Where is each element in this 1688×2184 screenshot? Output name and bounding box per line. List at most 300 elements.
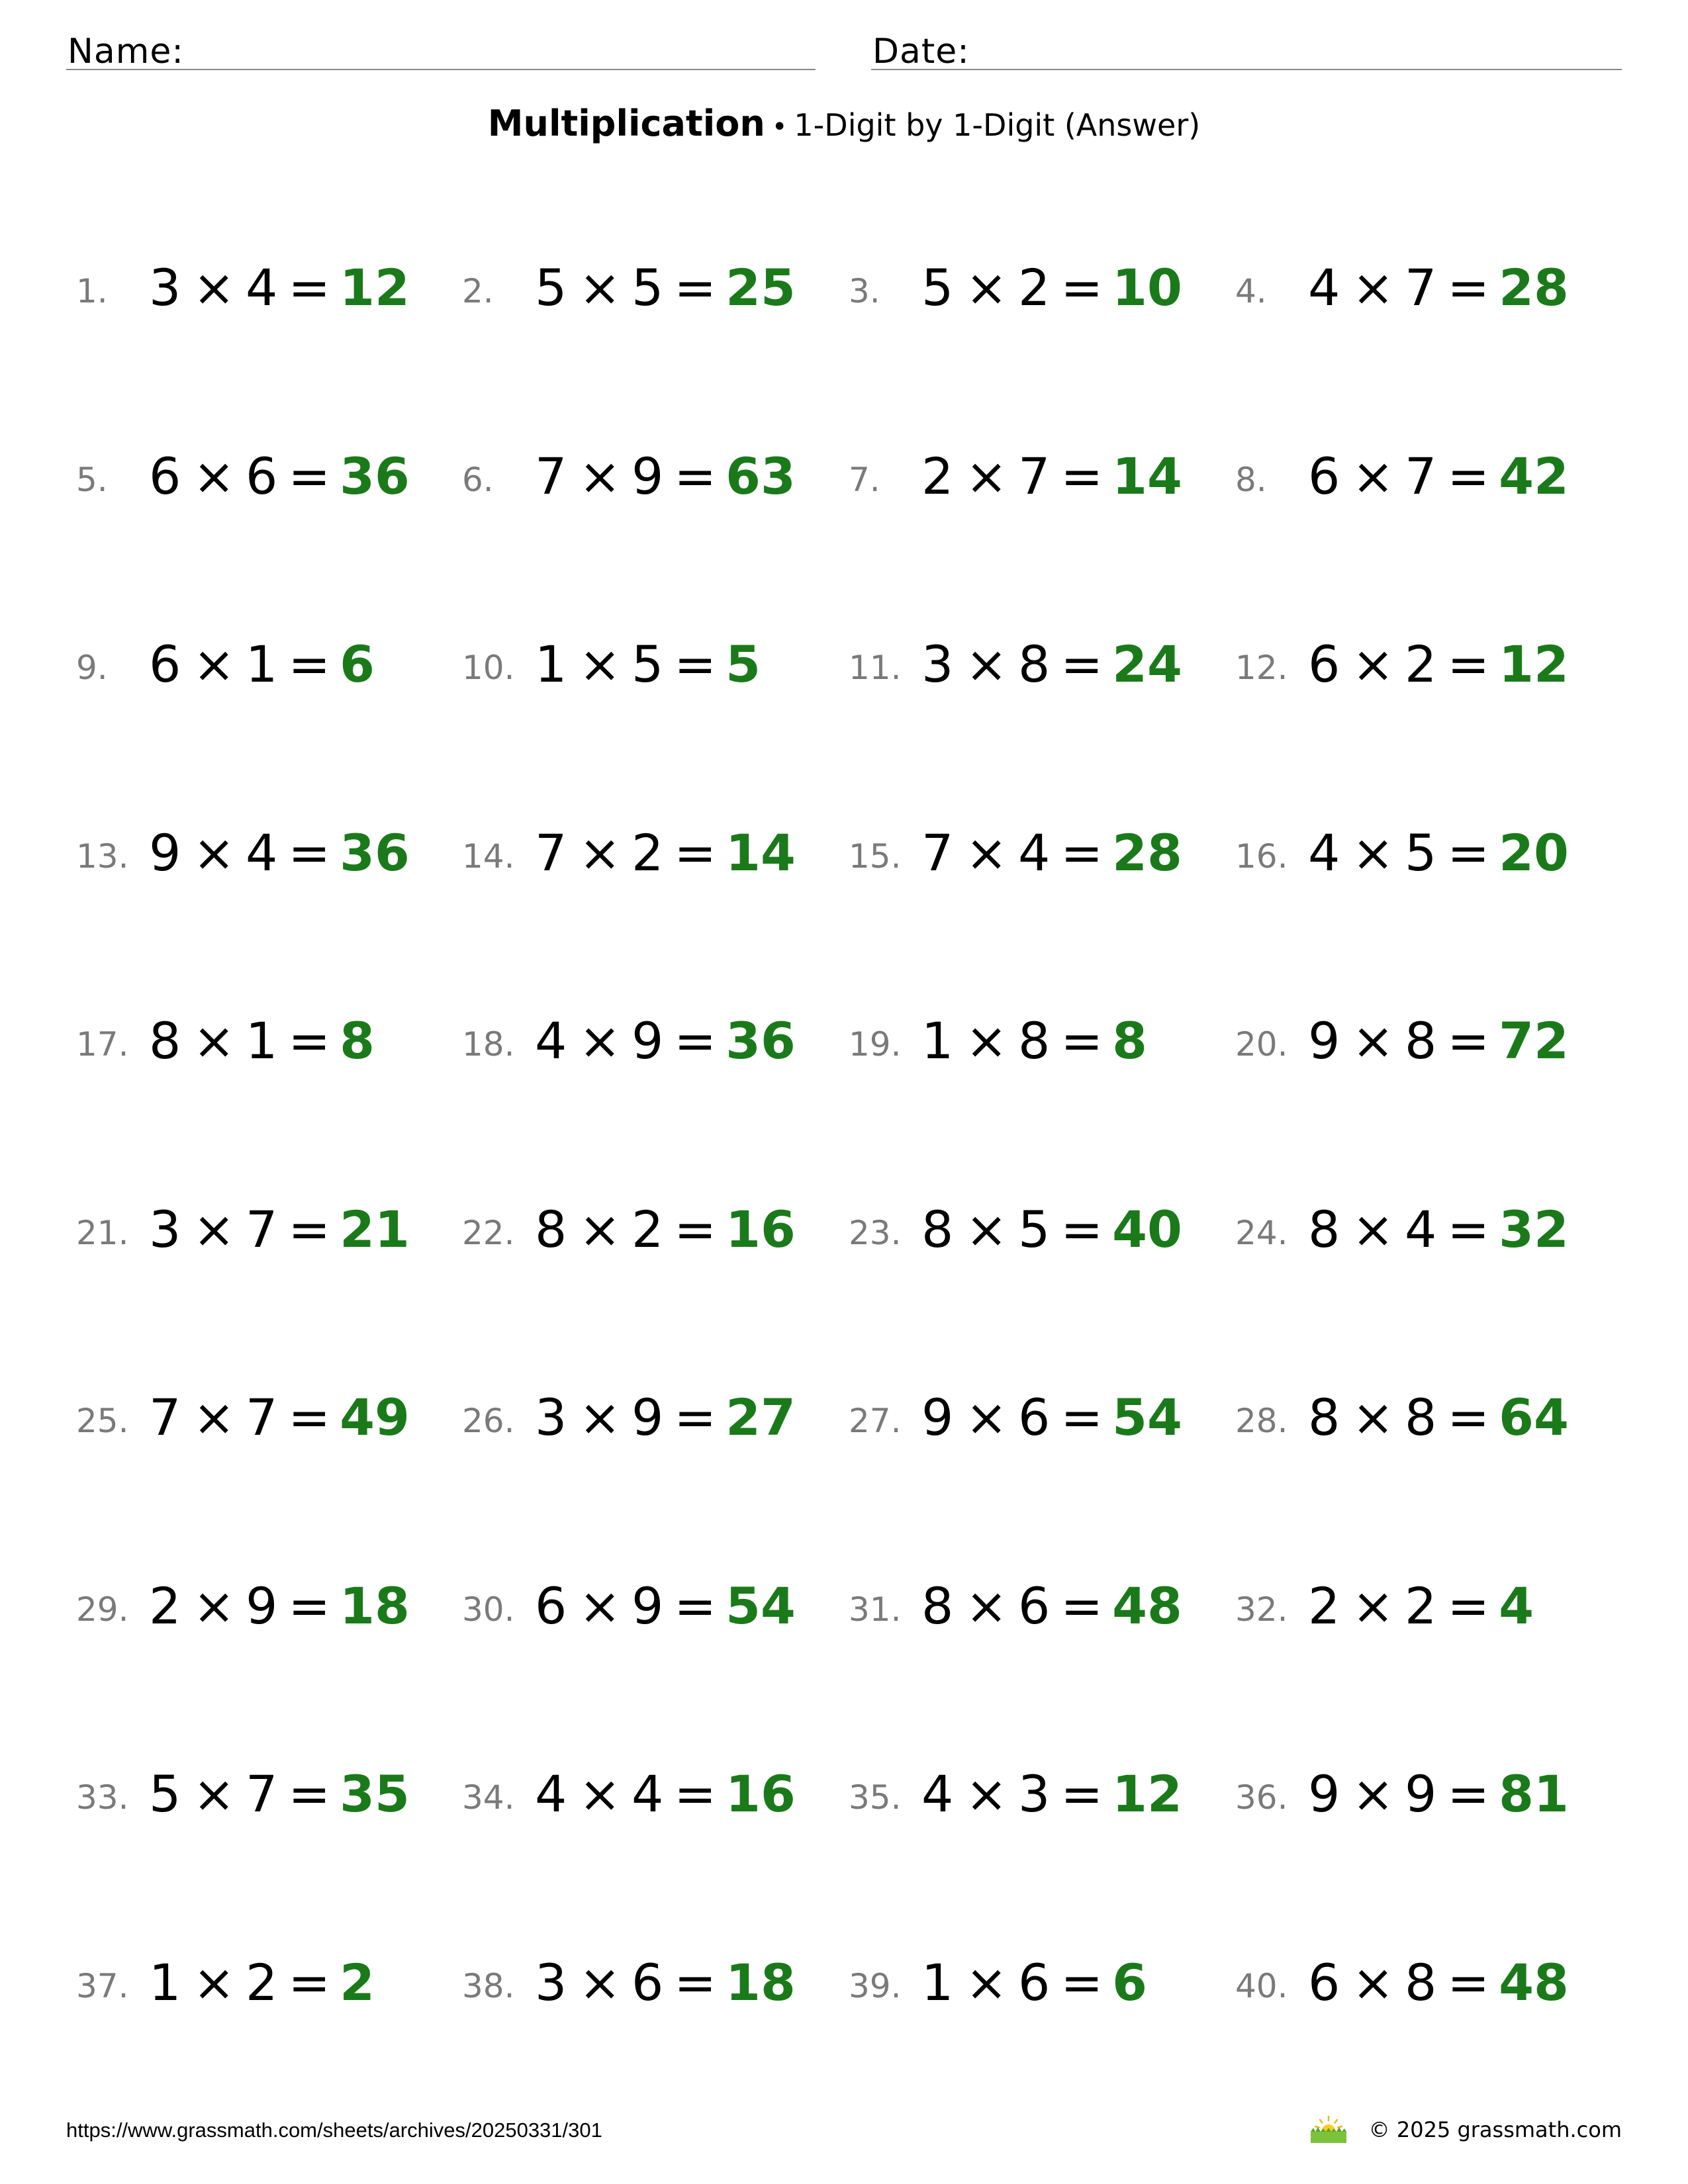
equals-sign: = <box>1447 823 1490 882</box>
grass-sun-logo-icon <box>1308 2115 1349 2144</box>
second-factor: 3 <box>1018 1764 1051 1823</box>
times-sign: × <box>1352 1576 1395 1635</box>
problem-equation <box>149 1764 410 1823</box>
name-label: Name: <box>68 32 184 71</box>
problem-equation <box>149 1200 410 1259</box>
equals-sign: = <box>674 1953 717 2012</box>
problem-number: 39. <box>849 1967 902 2005</box>
answer: 21 <box>340 1200 410 1259</box>
second-factor: 2 <box>632 823 664 882</box>
times-sign: × <box>965 1200 1008 1259</box>
problem-equation <box>149 447 410 506</box>
first-factor: 9 <box>149 823 181 882</box>
problem-equation <box>921 1388 1182 1447</box>
answer: 16 <box>726 1200 796 1259</box>
second-factor: 8 <box>1405 1388 1437 1447</box>
equals-sign: = <box>1447 1011 1490 1070</box>
problem-equation <box>921 447 1182 506</box>
times-sign: × <box>1352 823 1395 882</box>
problem-number: 17. <box>76 1025 129 1064</box>
second-factor: 9 <box>632 447 664 506</box>
second-factor: 5 <box>1018 1200 1051 1259</box>
times-sign: × <box>965 1576 1008 1635</box>
equals-sign: = <box>1447 258 1490 317</box>
equals-sign: = <box>288 1388 331 1447</box>
problem-equation <box>1308 258 1569 317</box>
first-factor: 1 <box>149 1953 181 2012</box>
problem-item <box>462 256 846 329</box>
problem-item <box>1235 445 1619 518</box>
problem-equation <box>535 447 796 506</box>
answer: 14 <box>726 823 796 882</box>
second-factor: 8 <box>1018 635 1051 694</box>
times-sign: × <box>965 823 1008 882</box>
second-factor: 2 <box>632 1200 664 1259</box>
times-sign: × <box>965 447 1008 506</box>
second-factor: 7 <box>246 1764 278 1823</box>
answer: 27 <box>726 1388 796 1447</box>
problem-equation <box>921 1576 1182 1635</box>
answer: 72 <box>1499 1011 1569 1070</box>
first-factor: 8 <box>921 1200 954 1259</box>
first-factor: 8 <box>921 1576 954 1635</box>
problem-item <box>76 1951 460 2024</box>
answer: 16 <box>726 1764 796 1823</box>
equals-sign: = <box>674 1576 717 1635</box>
answer: 63 <box>726 447 796 506</box>
equals-sign: = <box>674 635 717 694</box>
problem-item <box>849 1198 1233 1271</box>
first-factor: 6 <box>149 635 181 694</box>
problem-equation <box>149 1011 375 1070</box>
second-factor: 2 <box>1405 1576 1437 1635</box>
first-factor: 6 <box>535 1576 567 1635</box>
problem-number: 31. <box>849 1590 902 1629</box>
times-sign: × <box>579 447 622 506</box>
second-factor: 2 <box>1018 258 1051 317</box>
second-factor: 2 <box>246 1953 278 2012</box>
second-factor: 7 <box>1405 258 1437 317</box>
equals-sign: = <box>674 1011 717 1070</box>
problem-number: 5. <box>76 461 108 499</box>
problem-item <box>462 1386 846 1459</box>
problem-item <box>462 633 846 705</box>
equals-sign: = <box>1447 1953 1490 2012</box>
problem-equation <box>1308 1388 1569 1447</box>
title-subtitle: 1-Digit by 1-Digit (Answer) <box>794 107 1201 143</box>
equals-sign: = <box>674 447 717 506</box>
problem-item <box>849 1009 1233 1082</box>
equals-sign: = <box>1447 1200 1490 1259</box>
second-factor: 5 <box>1405 823 1437 882</box>
problem-item <box>76 445 460 518</box>
problem-number: 3. <box>849 272 880 310</box>
problem-number: 22. <box>462 1214 515 1252</box>
answer: 64 <box>1499 1388 1569 1447</box>
times-sign: × <box>579 1953 622 2012</box>
times-sign: × <box>193 1576 236 1635</box>
second-factor: 6 <box>1018 1388 1051 1447</box>
problem-number: 2. <box>462 272 494 310</box>
problem-equation <box>921 258 1182 317</box>
problem-equation <box>535 1388 796 1447</box>
first-factor: 6 <box>1308 1953 1340 2012</box>
problem-number: 25. <box>76 1402 129 1440</box>
equals-sign: = <box>674 823 717 882</box>
problem-number: 21. <box>76 1214 129 1252</box>
date-label: Date: <box>872 32 970 71</box>
problem-equation <box>1308 1764 1569 1823</box>
times-sign: × <box>193 823 236 882</box>
equals-sign: = <box>1060 1764 1103 1823</box>
equals-sign: = <box>1060 1011 1103 1070</box>
second-factor: 7 <box>246 1388 278 1447</box>
first-factor: 1 <box>535 635 567 694</box>
problem-item <box>1235 1386 1619 1459</box>
problem-item <box>462 445 846 518</box>
second-factor: 9 <box>1405 1764 1437 1823</box>
first-factor: 1 <box>921 1953 954 2012</box>
problem-equation <box>1308 1953 1569 2012</box>
second-factor: 9 <box>632 1011 664 1070</box>
problem-number: 9. <box>76 649 108 687</box>
problem-item <box>1235 1198 1619 1271</box>
first-factor: 5 <box>921 258 954 317</box>
times-sign: × <box>1352 1011 1395 1070</box>
times-sign: × <box>965 1764 1008 1823</box>
first-factor: 6 <box>1308 447 1340 506</box>
problem-number: 11. <box>849 649 902 687</box>
problem-equation <box>1308 1011 1569 1070</box>
problem-equation <box>1308 1576 1534 1635</box>
times-sign: × <box>1352 258 1395 317</box>
first-factor: 4 <box>535 1011 567 1070</box>
equals-sign: = <box>1447 635 1490 694</box>
times-sign: × <box>579 1011 622 1070</box>
equals-sign: = <box>288 1011 331 1070</box>
problem-number: 4. <box>1235 272 1267 310</box>
problem-equation <box>1308 635 1569 694</box>
second-factor: 2 <box>1405 635 1437 694</box>
problem-item <box>76 1762 460 1835</box>
second-factor: 7 <box>1405 447 1437 506</box>
answer: 12 <box>1499 635 1569 694</box>
times-sign: × <box>193 1953 236 2012</box>
equals-sign: = <box>288 635 331 694</box>
equals-sign: = <box>674 1200 717 1259</box>
problem-item <box>849 1762 1233 1835</box>
equals-sign: = <box>674 1764 717 1823</box>
equals-sign: = <box>288 823 331 882</box>
times-sign: × <box>193 1200 236 1259</box>
answer: 54 <box>1112 1388 1182 1447</box>
name-field[interactable] <box>66 25 816 70</box>
equals-sign: = <box>1060 823 1103 882</box>
problem-number: 40. <box>1235 1967 1288 2005</box>
problem-item <box>462 1198 846 1271</box>
problem-number: 36. <box>1235 1778 1288 1817</box>
title-main: Multiplication <box>487 103 765 144</box>
second-factor: 8 <box>1405 1953 1437 2012</box>
equals-sign: = <box>1060 447 1103 506</box>
problem-equation <box>921 1953 1147 2012</box>
worksheet-title <box>0 103 1688 144</box>
times-sign: × <box>193 258 236 317</box>
times-sign: × <box>193 1011 236 1070</box>
problem-item <box>1235 633 1619 705</box>
problem-number: 33. <box>76 1778 129 1817</box>
problem-number: 12. <box>1235 649 1288 687</box>
times-sign: × <box>965 1953 1008 2012</box>
problem-item <box>1235 1009 1619 1082</box>
answer: 25 <box>726 258 796 317</box>
equals-sign: = <box>288 258 331 317</box>
second-factor: 8 <box>1405 1011 1437 1070</box>
problem-number: 28. <box>1235 1402 1288 1440</box>
times-sign: × <box>1352 1764 1395 1823</box>
problem-item <box>1235 1951 1619 2024</box>
footer-brand <box>1308 2115 1622 2144</box>
problem-number: 7. <box>849 461 880 499</box>
first-factor: 2 <box>1308 1576 1340 1635</box>
times-sign: × <box>579 258 622 317</box>
problem-item <box>76 633 460 705</box>
problem-number: 26. <box>462 1402 515 1440</box>
answer: 81 <box>1499 1764 1569 1823</box>
problem-equation <box>535 823 796 882</box>
first-factor: 4 <box>1308 258 1340 317</box>
problem-equation <box>1308 823 1569 882</box>
problem-equation <box>535 1953 796 2012</box>
first-factor: 1 <box>921 1011 954 1070</box>
second-factor: 1 <box>246 635 278 694</box>
problem-item <box>76 1386 460 1459</box>
second-factor: 9 <box>632 1388 664 1447</box>
problem-equation <box>149 1576 410 1635</box>
first-factor: 4 <box>921 1764 954 1823</box>
first-factor: 7 <box>535 823 567 882</box>
equals-sign: = <box>288 1200 331 1259</box>
answer: 36 <box>340 823 410 882</box>
equals-sign: = <box>674 258 717 317</box>
second-factor: 4 <box>246 258 278 317</box>
problem-number: 35. <box>849 1778 902 1817</box>
first-factor: 3 <box>921 635 954 694</box>
problem-item <box>462 1762 846 1835</box>
times-sign: × <box>579 1200 622 1259</box>
first-factor: 8 <box>149 1011 181 1070</box>
answer: 12 <box>1112 1764 1182 1823</box>
equals-sign: = <box>1060 1953 1103 2012</box>
problem-item <box>462 1574 846 1647</box>
answer: 36 <box>340 447 410 506</box>
problem-number: 38. <box>462 1967 515 2005</box>
problem-equation <box>1308 447 1569 506</box>
equals-sign: = <box>1447 447 1490 506</box>
problem-item <box>849 1386 1233 1459</box>
answer: 14 <box>1112 447 1182 506</box>
first-factor: 6 <box>149 447 181 506</box>
answer: 28 <box>1499 258 1569 317</box>
problem-number: 18. <box>462 1025 515 1064</box>
date-field[interactable] <box>871 25 1622 70</box>
second-factor: 4 <box>1018 823 1051 882</box>
first-factor: 3 <box>535 1388 567 1447</box>
times-sign: × <box>579 1576 622 1635</box>
equals-sign: = <box>288 1953 331 2012</box>
problem-number: 6. <box>462 461 494 499</box>
problem-equation <box>921 1011 1147 1070</box>
first-factor: 8 <box>1308 1200 1340 1259</box>
times-sign: × <box>579 1764 622 1823</box>
answer: 5 <box>726 635 761 694</box>
problem-item <box>1235 1762 1619 1835</box>
problem-equation <box>149 1388 410 1447</box>
second-factor: 7 <box>1018 447 1051 506</box>
second-factor: 6 <box>632 1953 664 2012</box>
answer: 6 <box>340 635 375 694</box>
problem-item <box>849 445 1233 518</box>
equals-sign: = <box>288 1764 331 1823</box>
problem-equation <box>1308 1200 1569 1259</box>
problem-equation <box>921 635 1182 694</box>
problem-item <box>76 821 460 894</box>
problem-number: 13. <box>76 837 129 876</box>
times-sign: × <box>1352 1200 1395 1259</box>
problem-equation <box>149 258 410 317</box>
first-factor: 9 <box>1308 1764 1340 1823</box>
first-factor: 9 <box>1308 1011 1340 1070</box>
first-factor: 3 <box>149 1200 181 1259</box>
problem-number: 23. <box>849 1214 902 1252</box>
times-sign: × <box>579 823 622 882</box>
first-factor: 6 <box>1308 635 1340 694</box>
times-sign: × <box>193 447 236 506</box>
answer: 24 <box>1112 635 1182 694</box>
problem-item <box>1235 821 1619 894</box>
problem-number: 19. <box>849 1025 902 1064</box>
problem-item <box>462 1951 846 2024</box>
first-factor: 2 <box>921 447 954 506</box>
problem-equation <box>535 635 761 694</box>
times-sign: × <box>193 635 236 694</box>
second-factor: 5 <box>632 635 664 694</box>
answer: 6 <box>1112 1953 1147 2012</box>
answer: 10 <box>1112 258 1182 317</box>
equals-sign: = <box>1447 1576 1490 1635</box>
problem-item <box>76 1574 460 1647</box>
first-factor: 3 <box>535 1953 567 2012</box>
problem-equation <box>535 1576 796 1635</box>
problem-equation <box>535 258 796 317</box>
problem-item <box>76 1009 460 1082</box>
problem-item <box>849 821 1233 894</box>
problem-equation <box>149 823 410 882</box>
problem-item <box>849 1951 1233 2024</box>
problem-equation <box>535 1011 796 1070</box>
answer: 20 <box>1499 823 1569 882</box>
answer: 36 <box>726 1011 796 1070</box>
problem-number: 16. <box>1235 837 1288 876</box>
problem-item <box>76 256 460 329</box>
times-sign: × <box>579 1388 622 1447</box>
first-factor: 7 <box>921 823 954 882</box>
times-sign: × <box>1352 447 1395 506</box>
times-sign: × <box>965 635 1008 694</box>
problem-equation <box>921 1764 1182 1823</box>
second-factor: 5 <box>632 258 664 317</box>
problem-number: 15. <box>849 837 902 876</box>
first-factor: 7 <box>535 447 567 506</box>
times-sign: × <box>965 1011 1008 1070</box>
first-factor: 8 <box>535 1200 567 1259</box>
second-factor: 6 <box>1018 1576 1051 1635</box>
times-sign: × <box>193 1764 236 1823</box>
answer: 2 <box>340 1953 375 2012</box>
equals-sign: = <box>674 1388 717 1447</box>
answer: 18 <box>726 1953 796 2012</box>
problem-number: 27. <box>849 1402 902 1440</box>
problem-item <box>462 821 846 894</box>
problem-equation <box>921 823 1182 882</box>
answer: 12 <box>340 258 410 317</box>
second-factor: 8 <box>1018 1011 1051 1070</box>
equals-sign: = <box>1060 1388 1103 1447</box>
first-factor: 7 <box>149 1388 181 1447</box>
problem-equation <box>149 1953 375 2012</box>
first-factor: 5 <box>535 258 567 317</box>
answer: 48 <box>1499 1953 1569 2012</box>
problem-number: 20. <box>1235 1025 1288 1064</box>
problem-number: 29. <box>76 1590 129 1629</box>
answer: 48 <box>1112 1576 1182 1635</box>
problem-item <box>76 1198 460 1271</box>
second-factor: 4 <box>632 1764 664 1823</box>
problem-item <box>849 633 1233 705</box>
first-factor: 4 <box>1308 823 1340 882</box>
second-factor: 1 <box>246 1011 278 1070</box>
answer: 54 <box>726 1576 796 1635</box>
first-factor: 9 <box>921 1388 954 1447</box>
problem-item <box>462 1009 846 1082</box>
times-sign: × <box>193 1388 236 1447</box>
equals-sign: = <box>1447 1764 1490 1823</box>
answer: 49 <box>340 1388 410 1447</box>
title-separator: • <box>771 112 788 142</box>
answer: 35 <box>340 1764 410 1823</box>
second-factor: 4 <box>1405 1200 1437 1259</box>
times-sign: × <box>965 258 1008 317</box>
answer: 8 <box>1112 1011 1147 1070</box>
second-factor: 6 <box>246 447 278 506</box>
times-sign: × <box>965 1388 1008 1447</box>
footer-url: https://www.grassmath.com/sheets/archives/20250331/301 <box>66 2118 602 2142</box>
problem-number: 24. <box>1235 1214 1288 1252</box>
first-factor: 8 <box>1308 1388 1340 1447</box>
copyright-text: © 2025 grassmath.com <box>1368 2117 1622 2142</box>
equals-sign: = <box>288 1576 331 1635</box>
first-factor: 4 <box>535 1764 567 1823</box>
equals-sign: = <box>1060 1200 1103 1259</box>
answer: 4 <box>1499 1576 1534 1635</box>
answer: 32 <box>1499 1200 1569 1259</box>
problem-number: 37. <box>76 1967 129 2005</box>
second-factor: 7 <box>246 1200 278 1259</box>
problem-number: 32. <box>1235 1590 1288 1629</box>
answer: 8 <box>340 1011 375 1070</box>
times-sign: × <box>579 635 622 694</box>
problem-item <box>1235 256 1619 329</box>
